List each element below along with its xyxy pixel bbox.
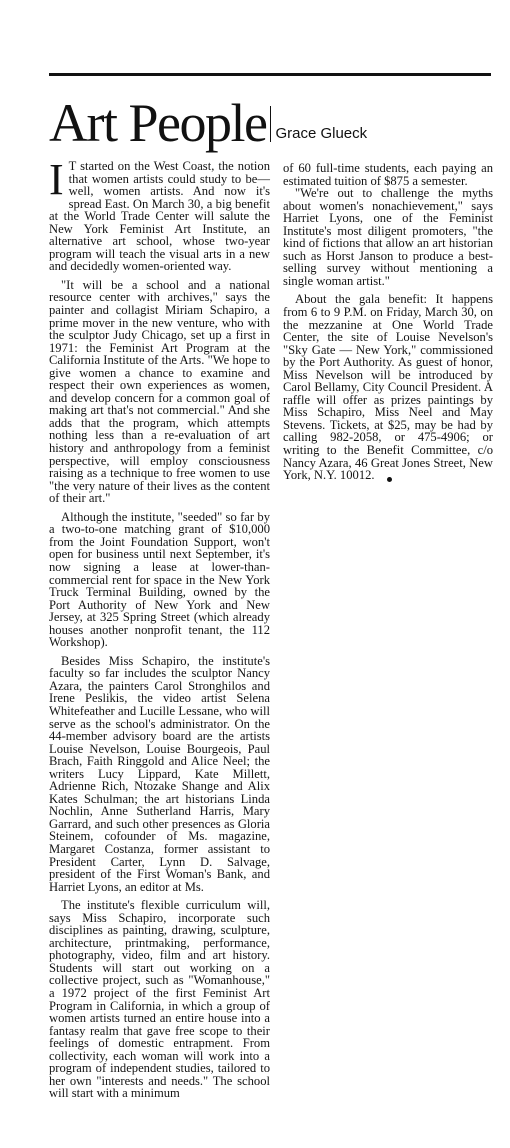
top-rule — [49, 73, 491, 76]
article-paragraph: Although the institute, "seeded" so far by a two-to-one matching grant of $10,000 from the Joint Foundation Support, won't open for business until next September, it's now signing a lease at lower-than-commercial rent for space in the New York Truck Terminal Building, owned by the Port Authority of New York and New Jersey, at 325 Spring Street (which already houses another nonprofit tenant, the 112 Workshop). — [49, 509, 270, 650]
end-of-article-mark — [387, 477, 392, 482]
byline: Grace Glueck — [275, 125, 368, 142]
article-paragraph: The institute's flexible curriculum will, says Miss Schapiro, incorporate such disciplines as painting, drawing, sculpture, architecture, printmaking, performance, photography, video, film and art history. Students will start out working on a collective project, such as "Womanhouse," a 1972 project of the first Feminist Art Program in California, in which a group of women artists turned an entire house into a fantasy realm that gave free scope to their feelings of domestic entrapment. From collectivity, each woman will work into a program of independent studies, tailored to her own "interests and needs." The school will start with a minimum — [49, 898, 270, 1101]
article-paragraph: Besides Miss Schapiro, the institute's faculty so far includes the sculptor Nancy Azara, the painters Carol Stronghilos and Irene Peslikis, the video artist Selena Whitefeather and Lucille Lessane, who will serve as the school's administrator. On the 44-member advisory board are the artists Louise Nevelson, Louise Bourgeois, Paul Brach, Faith Ringgold and Alice Neel; the writers Lucy Lippard, Kate Millett, Adrienne Rich, Ntozake Shange and Alix Kates Schulman; the art historians Linda Nochlin, Anne Sutherland Harris, Mary Garrard, and such other presences as Gloria Steinem, cofounder of Ms. magazine, Margaret Costanza, former assistant to President Carter, Lynn D. Salvage, president of the First Woman's Bank, and Harriet Lyons, an editor at Ms. — [49, 653, 270, 894]
paragraph-text: T started on the West Coast, the notion that women artists could study to be— well, women artists. And now it's spread East. On March 30, a big benefit at the World Trade Center will salute the New York Feminist Art Institute, an alternative art school, whose two-year program will teach the visual arts in a new and decidedly women-oriented way. — [49, 159, 270, 274]
article-paragraph: of 60 full-time students, each paying an estimated tuition of $875 a semester. — [283, 161, 493, 188]
drop-cap: I — [49, 155, 64, 204]
article-paragraph: "It will be a school and a national resource center with archives," says the painter and collagist Miriam Schapiro, a prime mover in the new venture, who with the sculptor Judy Chicago, set up a first in 1971: the Feminist Art Program at the California Institute of the Arts. "We hope to give women a chance to examine and respect their own experiences as women, and develop concern for a common goal of making art that's not commercial." And she adds that the program, which attempts nothing less than a re-evaluation of art history and anthropology from a feminist perspective, will employ consciousness raising as a technique to free women to use "the very nature of their lives as the content of their art." — [49, 277, 270, 506]
headline — [49, 88, 368, 153]
article-paragraph — [49, 155, 270, 274]
article-paragraph: About the gala benefit: It happens from 6 to 9 P.M. on Friday, March 30, on the mezzanine at One World Trade Center, the site of Louise Nevelson's "Sky Gate — New York," commissioned by the Port Authority. As guest of honor, Miss Nevelson will be introduced by Carol Bellamy, City Council President. A raffle will offer as prizes paintings by Miss Schapiro, Miss Neel and May Stevens. Tickets, at $25, may be had by calling 982-2058, or 475-4906; or writing to the Benefit Committee, c/o Nancy Azara, 46 Great Jones Street, New York, N.Y. 10012. — [283, 292, 493, 483]
column-title: Art People — [49, 93, 267, 153]
article-paragraph: "We're out to challenge the myths about women's nonachievement," says Harriet Lyons, one of the Feminist Institute's most diligent promoters, "the kind of fictions that allow an art historian such as Horst Janson to produce a best-selling survey without mentioning a single woman artist." — [283, 186, 493, 288]
article-column-left — [49, 155, 270, 1101]
article-column-right — [283, 162, 493, 482]
title-divider — [270, 106, 271, 142]
